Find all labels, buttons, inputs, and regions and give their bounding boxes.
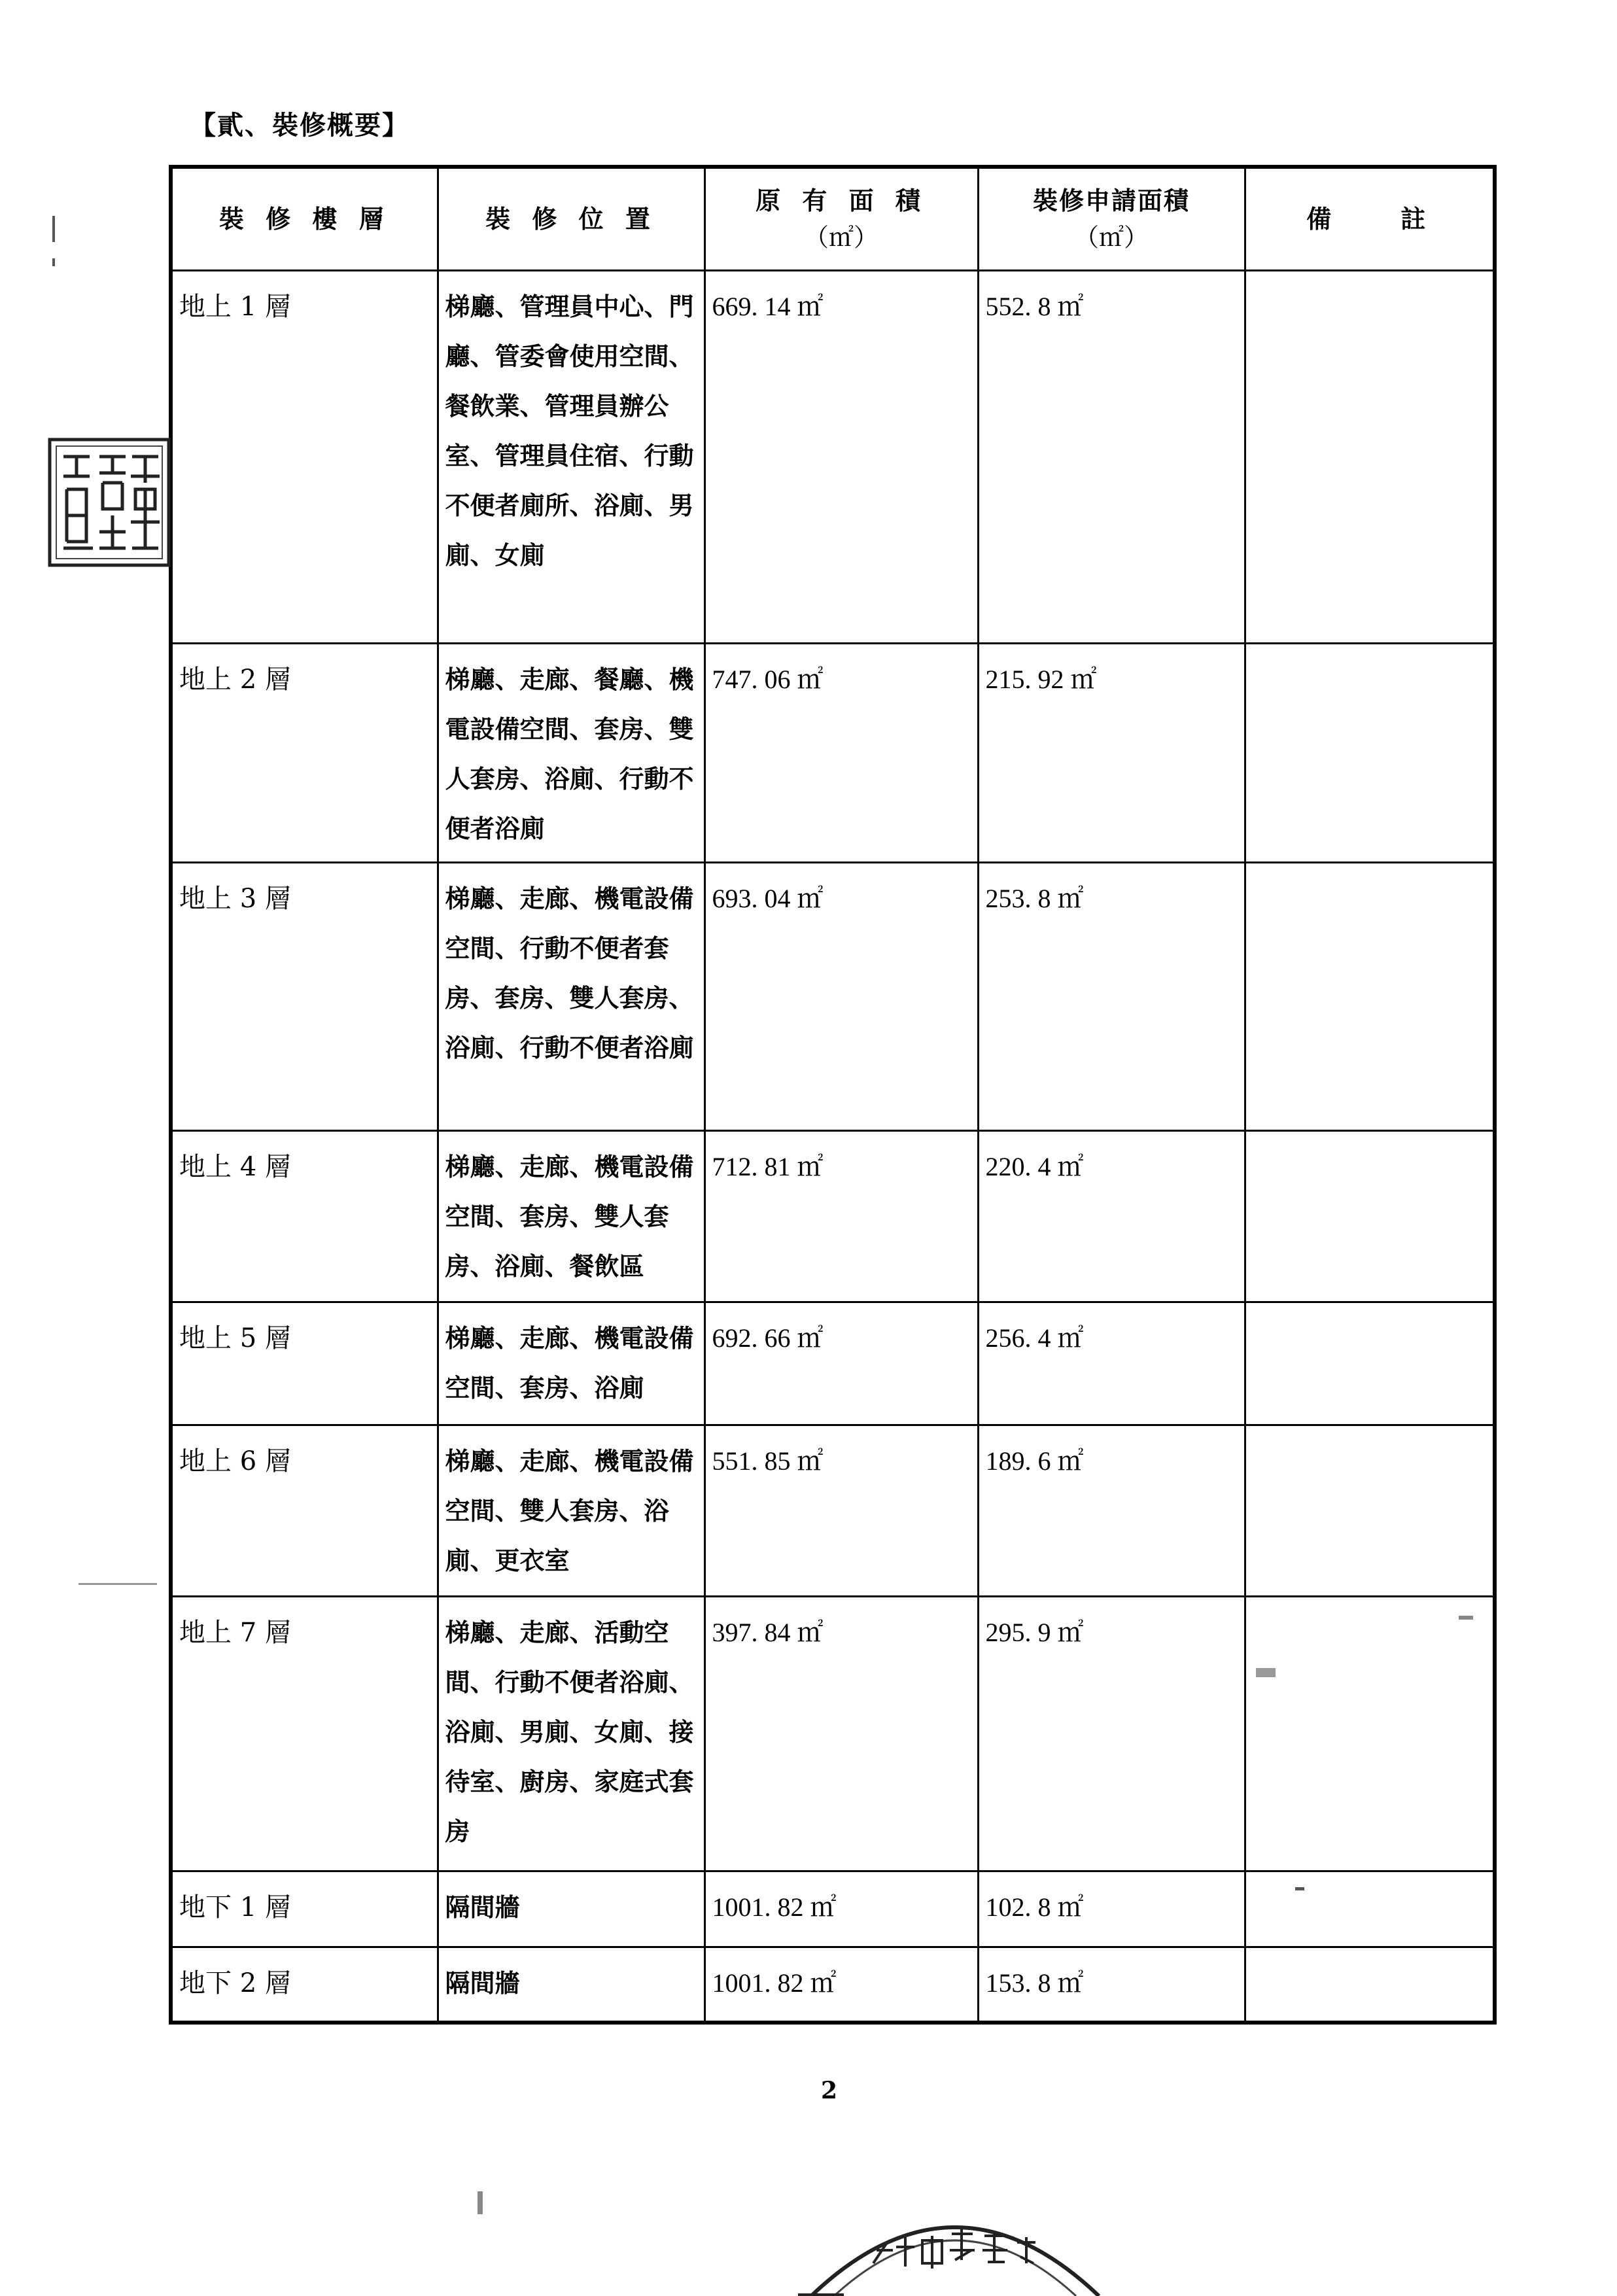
table-row — [171, 1947, 1495, 2023]
section-title: 【貳、裝修概要】 — [190, 110, 409, 141]
building-management-seal-icon — [798, 2185, 1112, 2296]
row-remarks — [1245, 1871, 1495, 1947]
row-original-area: 693. 04 ㎡ — [704, 862, 978, 1130]
table-row — [171, 1425, 1495, 1596]
page-number: 2 — [821, 2077, 838, 2104]
table-row — [171, 1130, 1495, 1302]
row-floor: 地上 7 層 — [171, 1596, 438, 1871]
row-applied-area: 253. 8 ㎡ — [978, 862, 1245, 1130]
table-row — [171, 270, 1495, 643]
scan-speck — [1256, 1668, 1276, 1677]
row-remarks — [1245, 270, 1495, 643]
row-floor: 地上 1 層 — [171, 270, 438, 643]
table-row — [171, 1871, 1495, 1947]
header-original-area-label: 原 有 面 積 — [756, 185, 927, 215]
header-original-area — [704, 167, 978, 270]
header-original-area-unit: （㎡） — [803, 222, 878, 252]
scan-speck — [1295, 1887, 1304, 1890]
row-floor: 地上 3 層 — [171, 862, 438, 1130]
header-remarks: 備 註 — [1245, 167, 1495, 270]
renovation-summary-table — [169, 165, 1497, 2025]
row-applied-area: 102. 8 ㎡ — [978, 1871, 1245, 1947]
header-floor: 裝 修 樓 層 — [171, 167, 438, 270]
row-remarks — [1245, 862, 1495, 1130]
table-row — [171, 862, 1495, 1130]
table-row — [171, 1596, 1495, 1871]
row-remarks — [1245, 1596, 1495, 1871]
row-applied-area: 215. 92 ㎡ — [978, 643, 1245, 862]
table-row — [171, 643, 1495, 862]
row-original-area: 669. 14 ㎡ — [704, 270, 978, 643]
row-applied-area: 295. 9 ㎡ — [978, 1596, 1245, 1871]
row-location: 隔間牆 — [438, 1871, 704, 1947]
scan-speck — [1459, 1616, 1473, 1620]
row-original-area: 712. 81 ㎡ — [704, 1130, 978, 1302]
header-location: 裝 修 位 置 — [438, 167, 704, 270]
row-applied-area: 153. 8 ㎡ — [978, 1947, 1245, 2023]
row-remarks — [1245, 643, 1495, 862]
row-location: 梯廳、管理員中心、門廳、管委會使用空間、餐飲業、管理員辦公室、管理員住宿、行動不便者廁所、浴廁、男廁、女廁 — [438, 270, 704, 643]
row-floor: 地上 4 層 — [171, 1130, 438, 1302]
row-original-area: 747. 06 ㎡ — [704, 643, 978, 862]
row-remarks — [1245, 1947, 1495, 2023]
row-remarks — [1245, 1130, 1495, 1302]
row-floor: 地上 5 層 — [171, 1302, 438, 1425]
row-location: 梯廳、走廊、機電設備空間、套房、雙人套房、浴廁、餐飲區 — [438, 1130, 704, 1302]
row-location: 梯廳、走廊、餐廳、機電設備空間、套房、雙人套房、浴廁、行動不便者浴廁 — [438, 643, 704, 862]
scan-speck — [52, 216, 55, 242]
row-location: 隔間牆 — [438, 1947, 704, 2023]
header-applied-area-label: 裝修申請面積 — [1032, 185, 1190, 215]
row-original-area: 551. 85 ㎡ — [704, 1425, 978, 1596]
table-row — [171, 1302, 1495, 1425]
row-original-area: 397. 84 ㎡ — [704, 1596, 978, 1871]
architect-seal-icon — [47, 437, 171, 568]
row-floor: 地上 6 層 — [171, 1425, 438, 1596]
row-original-area: 1001. 82 ㎡ — [704, 1947, 978, 2023]
header-applied-area — [978, 167, 1245, 270]
row-remarks — [1245, 1302, 1495, 1425]
row-floor: 地上 2 層 — [171, 643, 438, 862]
row-location: 梯廳、走廊、機電設備空間、行動不便者套房、套房、雙人套房、浴廁、行動不便者浴廁 — [438, 862, 704, 1130]
row-original-area: 692. 66 ㎡ — [704, 1302, 978, 1425]
row-location: 梯廳、走廊、機電設備空間、雙人套房、浴廁、更衣室 — [438, 1425, 704, 1596]
row-applied-area: 256. 4 ㎡ — [978, 1302, 1245, 1425]
scan-speck — [78, 1583, 157, 1585]
row-remarks — [1245, 1425, 1495, 1596]
row-location: 梯廳、走廊、活動空間、行動不便者浴廁、浴廁、男廁、女廁、接待室、廚房、家庭式套房 — [438, 1596, 704, 1871]
row-applied-area: 189. 6 ㎡ — [978, 1425, 1245, 1596]
row-floor: 地下 1 層 — [171, 1871, 438, 1947]
scan-speck — [52, 258, 55, 266]
row-location: 梯廳、走廊、機電設備空間、套房、浴廁 — [438, 1302, 704, 1425]
header-applied-area-unit: （㎡） — [1073, 222, 1149, 252]
row-floor: 地下 2 層 — [171, 1947, 438, 2023]
table-header-row — [171, 167, 1495, 270]
scan-speck — [478, 2191, 483, 2214]
row-applied-area: 220. 4 ㎡ — [978, 1130, 1245, 1302]
row-original-area: 1001. 82 ㎡ — [704, 1871, 978, 1947]
row-applied-area: 552. 8 ㎡ — [978, 270, 1245, 643]
